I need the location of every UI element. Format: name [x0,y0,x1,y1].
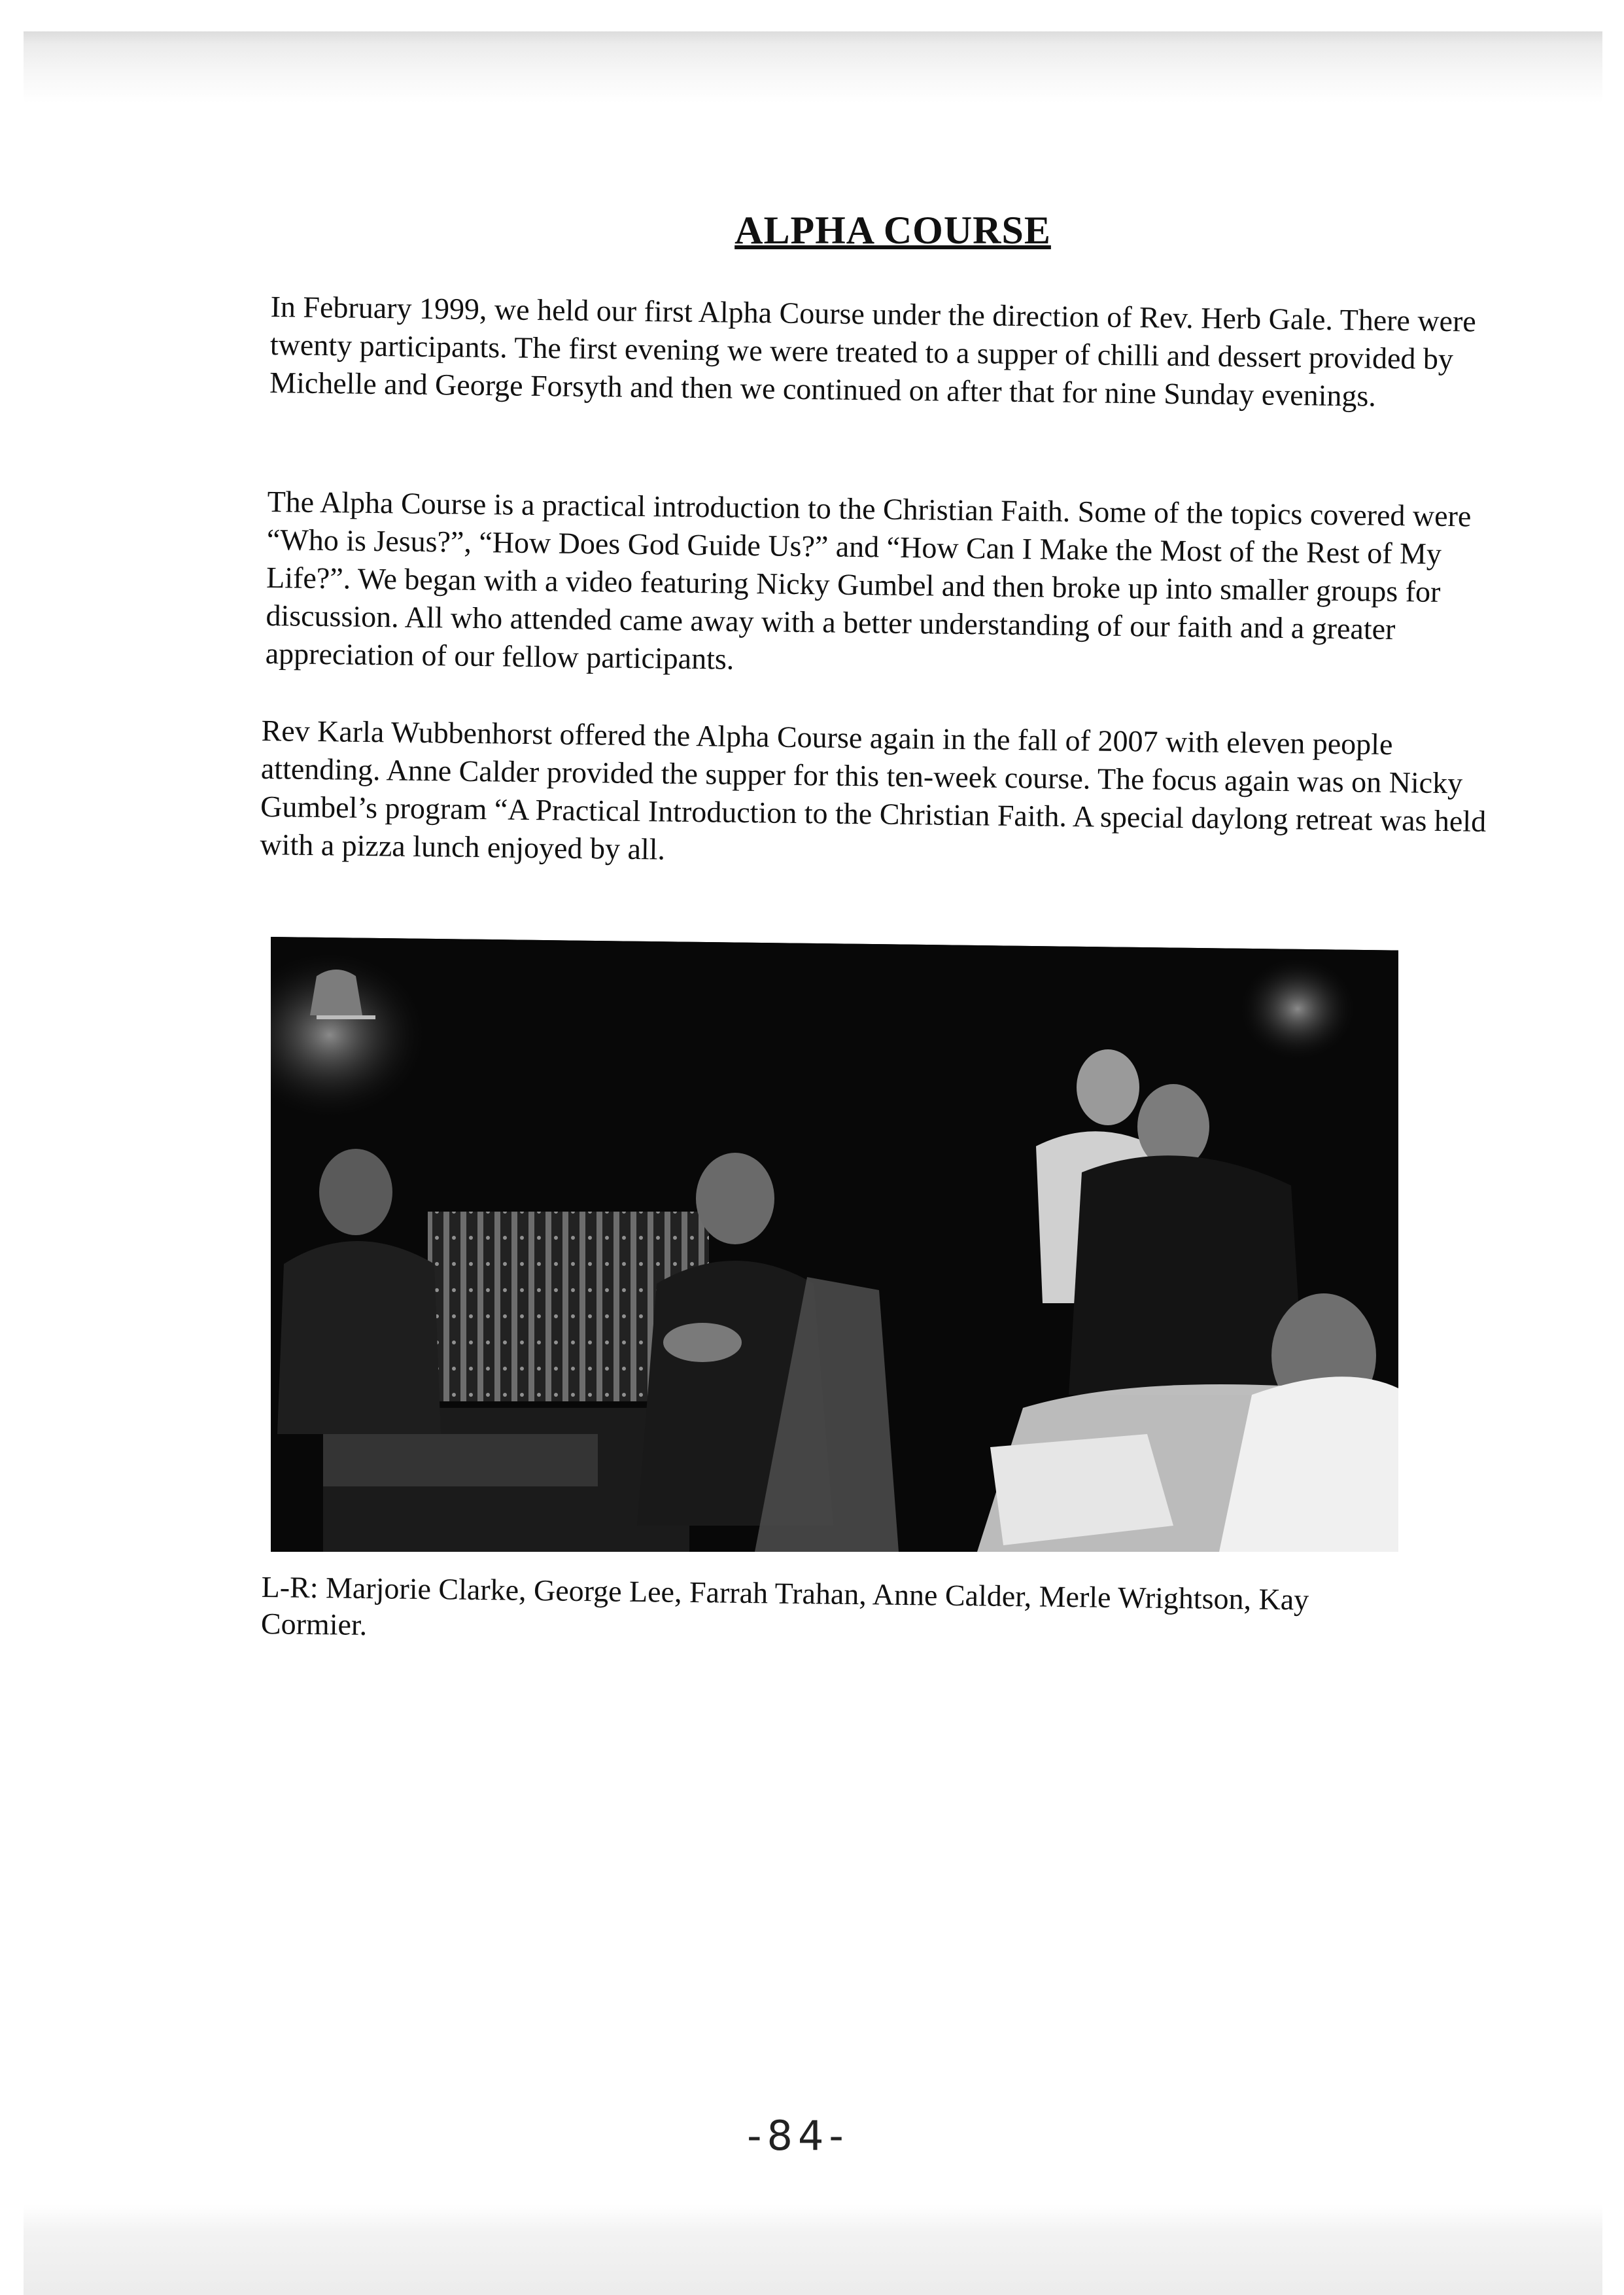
page-title: ALPHA COURSE [734,209,1051,252]
scan-edge-bottom [24,2205,1602,2295]
paragraph-course-description: The Alpha Course is a practical introduction to the Christian Faith. Some of the topics covered were “Who is Jesus?”, “How Does God Guide Us?” and “How Can I Make the Most of the Rest of My Life?”. We began with a video featuring Nicky Gumbel and then broke up into smaller groups for discussion. All who attended came away with a better understanding of our faith and a greater appreciation of our fellow participants. [265,484,1472,676]
group-photo [271,937,1398,1552]
paragraph-first-course: In February 1999, we held our first Alpha Course under the direction of Rev. Herb Gale. There were twenty participants. The first evening we were treated to a supper of chilli and dessert provided by Michelle and George Forsyth and then we continued on after that for nine Sunday evenings. [269,289,1477,413]
paragraph-2007-course: Rev Karla Wubbenhorst offered the Alpha Course again in the fall of 2007 with eleven people attending. Anne Calder provided the supper for this ten-week course. The focus again was on Nicky Gumbel’s program “A Practical Introduction to the Christian Faith. A special daylong retreat was held with a pizza lunch enjoyed by all. [260,713,1487,866]
page-number: -84- [747,2112,849,2160]
scan-edge-top [24,31,1602,103]
photo-caption: L-R: Marjorie Clarke, George Lee, Farrah Trahan, Anne Calder, Merle Wrightson, Kay Cormier. [260,1569,1309,1641]
